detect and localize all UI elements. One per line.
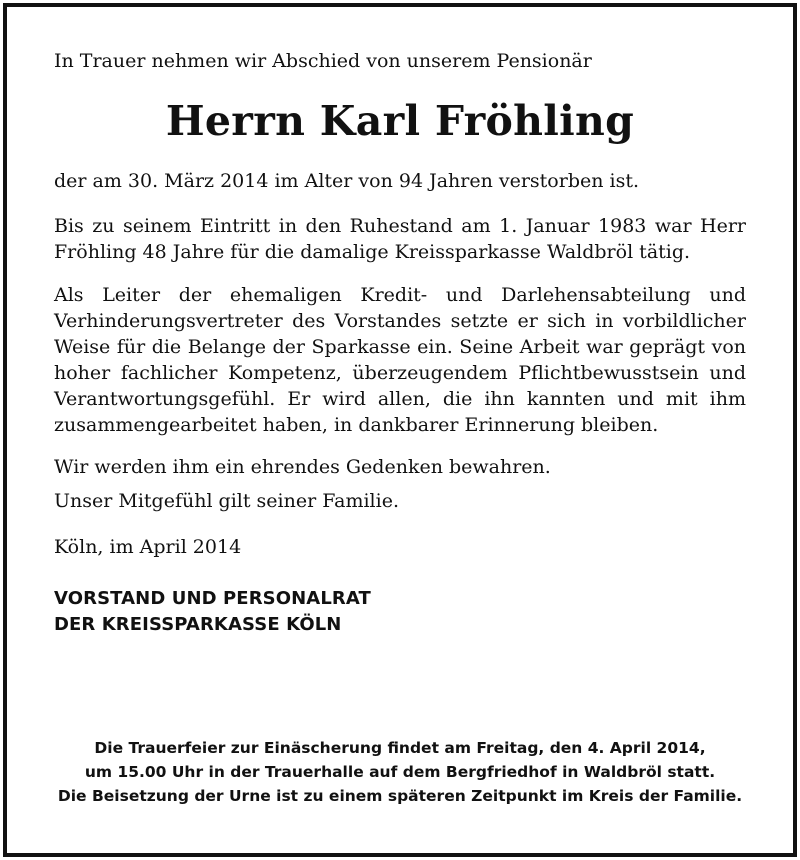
career-paragraph: Bis zu seinem Eintritt in den Ruhestand am 1. Januar 1983 war Herr Fröhling 48 Jahre für die damalige Kreissparkasse Waldbröl tätig. [54, 215, 746, 263]
funeral-info [12, 736, 788, 808]
funeral-line-3: Die Beisetzung der Urne ist zu einem späteren Zeitpunkt im Kreis der Familie. [57, 787, 743, 805]
signature-line-2: DER KREISSPARKASSE KÖLN [54, 614, 342, 635]
condolence-line: Unser Mitgefühl gilt seiner Familie. [54, 490, 399, 512]
signature-block [54, 586, 746, 638]
tribute-paragraph: Als Leiter der ehemaligen Kredit- und Darlehensabteilung und Verhinderungsvertreter des Vorstandes setzte er sich in vorbildlicher Weise für die Belange der Sparkasse ein. Seine Arbeit war geprägt von hoher fachlicher Kompetenz, überzeugendem Pflichtbewusstsein und Verantwortungsgefühl. Er wird allen, die ihn kannten und mit ihm zusammengearbeitet haben, in dankbarer Erinnerung bleiben. [54, 284, 746, 436]
signature-line-1: VORSTAND UND PERSONALRAT [54, 588, 371, 609]
funeral-line-1: Die Trauerfeier zur Einäscherung findet am Freitag, den 4. April 2014, [94, 739, 706, 757]
obituary-body [54, 48, 746, 638]
place-date: Köln, im April 2014 [54, 536, 242, 558]
death-line: der am 30. März 2014 im Alter von 94 Jahren verstorben ist. [54, 170, 640, 192]
remembrance-line: Wir werden ihm ein ehrendes Gedenken bewahren. [54, 456, 551, 478]
funeral-line-2: um 15.00 Uhr in der Trauerhalle auf dem Bergfriedhof in Waldbröl statt. [84, 763, 716, 781]
deceased-name: Herrn Karl Fröhling [165, 97, 635, 145]
intro-line: In Trauer nehmen wir Abschied von unserem Pensionär [54, 50, 592, 72]
